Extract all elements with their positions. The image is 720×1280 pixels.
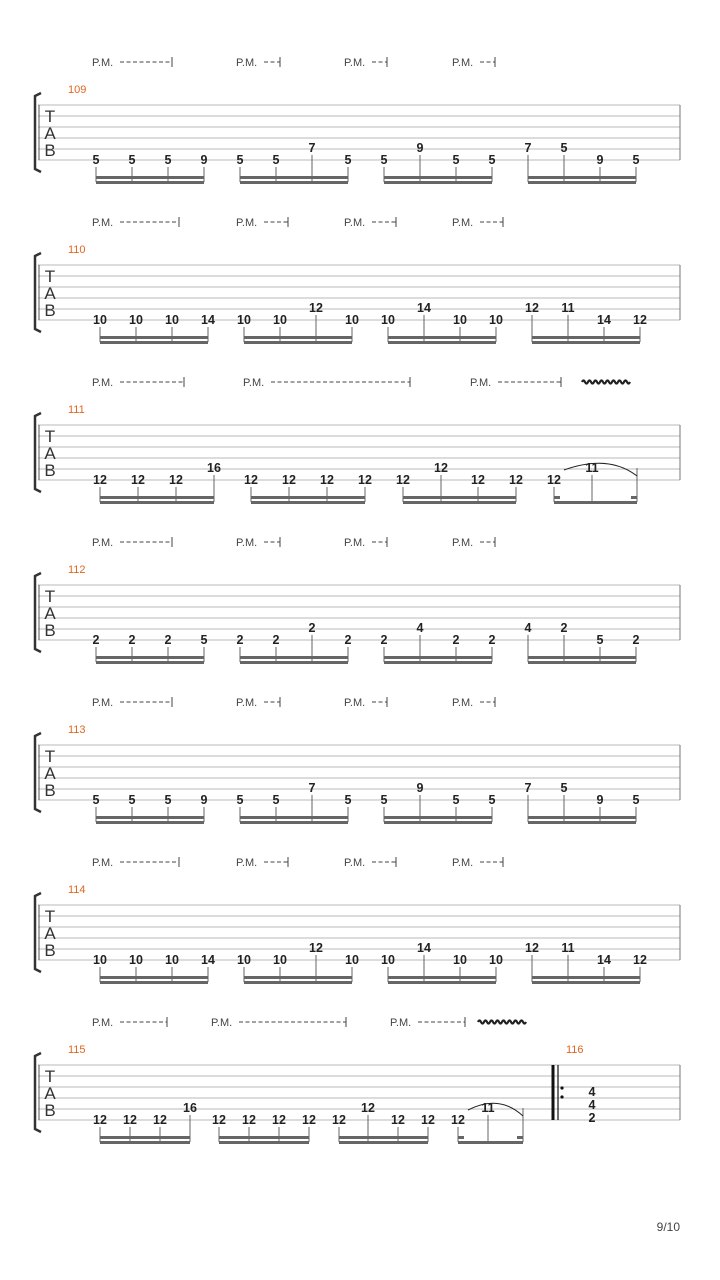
- note-beam: [532, 981, 640, 984]
- note-beam: [244, 981, 352, 984]
- fret-number: 10: [345, 953, 359, 967]
- palm-mute-label: P.M.: [452, 537, 474, 549]
- fret-number: 2: [488, 633, 496, 647]
- palm-mute-label: P.M.: [211, 1017, 233, 1029]
- fret-number: 12: [244, 473, 258, 487]
- fret-number: 12: [332, 1113, 346, 1127]
- fret-number: 10: [129, 953, 143, 967]
- tab-clef-letter: B: [44, 141, 56, 160]
- fret-number: 7: [308, 141, 316, 155]
- measure-number: 109: [68, 84, 87, 96]
- note-beam: [244, 341, 352, 344]
- note-beam: [384, 176, 492, 179]
- repeat-dot: [560, 1086, 563, 1089]
- fret-number: 12: [547, 473, 561, 487]
- note-beam: [384, 656, 492, 659]
- fret-number: 11: [561, 941, 575, 955]
- slur-arc: [564, 463, 637, 476]
- fret-number: 2: [344, 633, 352, 647]
- fret-number: 11: [561, 301, 575, 315]
- fret-number: 10: [273, 313, 287, 327]
- fret-number: 10: [453, 953, 467, 967]
- time-signature-digit: 4: [588, 1098, 596, 1112]
- beam-fragment: [517, 1136, 523, 1139]
- fret-number: 10: [273, 953, 287, 967]
- palm-mute-label: P.M.: [243, 377, 265, 389]
- measure-number: 110: [68, 244, 86, 256]
- fret-number: 12: [509, 473, 523, 487]
- fret-number: 4: [524, 621, 532, 635]
- fret-number: 5: [164, 793, 172, 807]
- note-beam: [384, 181, 492, 184]
- fret-number: 9: [200, 793, 208, 807]
- fret-number: 10: [129, 313, 143, 327]
- fret-number: 10: [165, 313, 179, 327]
- tab-clef-letter: A: [44, 444, 56, 463]
- fret-number: 12: [361, 1101, 375, 1115]
- fret-number: 5: [488, 793, 496, 807]
- fret-number: 12: [421, 1113, 435, 1127]
- tab-clef-letter: B: [44, 781, 56, 800]
- note-beam: [528, 821, 636, 824]
- fret-number: 5: [596, 633, 604, 647]
- tab-clef-letter: T: [44, 587, 56, 606]
- palm-mute-label: P.M.: [92, 377, 114, 389]
- tab-clef-letter: T: [44, 907, 56, 926]
- tab-clef-letter: B: [44, 1101, 56, 1120]
- tab-clef-letter: A: [44, 924, 56, 943]
- fret-number: 12: [212, 1113, 226, 1127]
- palm-mute-label: P.M.: [92, 537, 114, 549]
- fret-number: 12: [169, 473, 183, 487]
- fret-number: 10: [237, 953, 251, 967]
- fret-number: 12: [309, 301, 323, 315]
- beam-fragment: [631, 496, 637, 499]
- palm-mute-label: P.M.: [236, 857, 258, 869]
- fret-number: 10: [93, 313, 107, 327]
- fret-number: 5: [128, 793, 136, 807]
- note-beam: [219, 1141, 309, 1144]
- fret-number: 7: [524, 781, 532, 795]
- fret-number: 2: [452, 633, 460, 647]
- tab-clef-letter: A: [44, 764, 56, 783]
- palm-mute-label: P.M.: [452, 57, 474, 69]
- note-beam: [403, 496, 516, 499]
- note-beam: [244, 336, 352, 339]
- fret-number: 5: [344, 153, 352, 167]
- palm-mute-label: P.M.: [236, 537, 258, 549]
- fret-number: 2: [308, 621, 316, 635]
- fret-number: 12: [93, 473, 107, 487]
- fret-number: 12: [471, 473, 485, 487]
- fret-number: 10: [381, 313, 395, 327]
- fret-number: 12: [451, 1113, 465, 1127]
- measure-number: 115: [68, 1044, 86, 1056]
- note-beam: [528, 661, 636, 664]
- fret-number: 9: [596, 153, 604, 167]
- fret-number: 14: [201, 953, 215, 967]
- palm-mute-label: P.M.: [92, 697, 114, 709]
- palm-mute-label: P.M.: [344, 217, 366, 229]
- tab-clef-letter: A: [44, 284, 56, 303]
- fret-number: 14: [201, 313, 215, 327]
- slur-arc: [468, 1103, 523, 1116]
- note-beam: [240, 656, 348, 659]
- fret-number: 2: [380, 633, 388, 647]
- palm-mute-label: P.M.: [236, 217, 258, 229]
- fret-number: 9: [416, 141, 424, 155]
- fret-number: 5: [272, 153, 280, 167]
- fret-number: 12: [153, 1113, 167, 1127]
- fret-number: 5: [200, 633, 208, 647]
- fret-number: 12: [320, 473, 334, 487]
- palm-mute-label: P.M.: [236, 697, 258, 709]
- note-beam: [96, 821, 204, 824]
- fret-number: 5: [380, 153, 388, 167]
- note-beam: [528, 176, 636, 179]
- fret-number: 5: [92, 153, 100, 167]
- page-number: 9/10: [656, 1220, 680, 1234]
- note-beam: [528, 181, 636, 184]
- tab-clef-letter: T: [44, 107, 56, 126]
- fret-number: 2: [632, 633, 640, 647]
- note-beam: [100, 981, 208, 984]
- palm-mute-label: P.M.: [452, 217, 474, 229]
- fret-number: 5: [560, 781, 568, 795]
- tab-clef-letter: T: [44, 1067, 56, 1086]
- note-beam: [458, 1141, 523, 1144]
- fret-number: 5: [452, 793, 460, 807]
- fret-number: 10: [93, 953, 107, 967]
- fret-number: 2: [128, 633, 136, 647]
- vibrato-wavy-line: [478, 1021, 526, 1024]
- fret-number: 12: [633, 953, 647, 967]
- fret-number: 12: [131, 473, 145, 487]
- fret-number: 10: [345, 313, 359, 327]
- note-beam: [240, 821, 348, 824]
- note-beam: [388, 981, 496, 984]
- fret-number: 5: [560, 141, 568, 155]
- note-beam: [100, 1136, 190, 1139]
- fret-number: 14: [417, 941, 431, 955]
- tab-clef-letter: A: [44, 124, 56, 143]
- vibrato-wavy-line: [582, 381, 630, 384]
- note-beam: [528, 816, 636, 819]
- fret-number: 9: [596, 793, 604, 807]
- fret-number: 16: [183, 1101, 197, 1115]
- note-beam: [96, 176, 204, 179]
- note-beam: [240, 816, 348, 819]
- repeat-dot: [560, 1095, 563, 1098]
- fret-number: 12: [242, 1113, 256, 1127]
- fret-number: 10: [453, 313, 467, 327]
- fret-number: 5: [488, 153, 496, 167]
- fret-number: 12: [93, 1113, 107, 1127]
- fret-number: 12: [525, 301, 539, 315]
- tab-clef-letter: T: [44, 427, 56, 446]
- fret-number: 7: [524, 141, 532, 155]
- fret-number: 11: [585, 461, 599, 475]
- beam-fragment: [554, 496, 560, 499]
- tab-clef-letter: T: [44, 267, 56, 286]
- fret-number: 12: [633, 313, 647, 327]
- fret-number: 10: [165, 953, 179, 967]
- fret-number: 12: [525, 941, 539, 955]
- note-beam: [528, 656, 636, 659]
- fret-number: 10: [489, 313, 503, 327]
- note-beam: [244, 976, 352, 979]
- fret-number: 5: [632, 153, 640, 167]
- fret-number: 5: [92, 793, 100, 807]
- fret-number: 5: [380, 793, 388, 807]
- fret-number: 5: [236, 793, 244, 807]
- tab-clef-letter: A: [44, 1084, 56, 1103]
- fret-number: 5: [236, 153, 244, 167]
- note-beam: [532, 341, 640, 344]
- fret-number: 12: [123, 1113, 137, 1127]
- note-beam: [532, 336, 640, 339]
- note-beam: [100, 341, 208, 344]
- palm-mute-label: P.M.: [452, 857, 474, 869]
- note-beam: [96, 816, 204, 819]
- tab-clef-letter: B: [44, 461, 56, 480]
- note-beam: [339, 1136, 428, 1139]
- note-beam: [532, 976, 640, 979]
- note-beam: [251, 501, 365, 504]
- palm-mute-label: P.M.: [92, 217, 114, 229]
- measure-number: 114: [68, 884, 86, 896]
- fret-number: 5: [344, 793, 352, 807]
- note-beam: [240, 661, 348, 664]
- palm-mute-label: P.M.: [390, 1017, 412, 1029]
- fret-number: 2: [272, 633, 280, 647]
- note-beam: [100, 496, 214, 499]
- palm-mute-label: P.M.: [344, 697, 366, 709]
- note-beam: [96, 656, 204, 659]
- fret-number: 14: [597, 313, 611, 327]
- note-beam: [388, 976, 496, 979]
- fret-number: 12: [309, 941, 323, 955]
- fret-number: 2: [92, 633, 100, 647]
- fret-number: 12: [434, 461, 448, 475]
- note-beam: [339, 1141, 428, 1144]
- note-beam: [96, 661, 204, 664]
- palm-mute-label: P.M.: [236, 57, 258, 69]
- fret-number: 5: [164, 153, 172, 167]
- time-signature-digit: 4: [588, 1085, 596, 1099]
- fret-number: 5: [128, 153, 136, 167]
- fret-number: 4: [416, 621, 424, 635]
- palm-mute-label: P.M.: [470, 377, 492, 389]
- fret-number: 12: [391, 1113, 405, 1127]
- beam-fragment: [458, 1136, 464, 1139]
- fret-number: 2: [164, 633, 172, 647]
- measure-number: 113: [68, 724, 86, 736]
- note-beam: [100, 976, 208, 979]
- fret-number: 2: [560, 621, 568, 635]
- note-beam: [219, 1136, 309, 1139]
- palm-mute-label: P.M.: [92, 57, 114, 69]
- palm-mute-label: P.M.: [92, 1017, 114, 1029]
- note-beam: [384, 661, 492, 664]
- fret-number: 12: [358, 473, 372, 487]
- tab-clef-letter: B: [44, 941, 56, 960]
- note-beam: [388, 336, 496, 339]
- palm-mute-label: P.M.: [92, 857, 114, 869]
- fret-number: 16: [207, 461, 221, 475]
- measure-number-next: 116: [566, 1044, 584, 1056]
- fret-number: 10: [489, 953, 503, 967]
- palm-mute-label: P.M.: [344, 57, 366, 69]
- note-beam: [100, 336, 208, 339]
- palm-mute-label: P.M.: [344, 537, 366, 549]
- fret-number: 10: [237, 313, 251, 327]
- measure-number: 112: [68, 564, 86, 576]
- fret-number: 12: [272, 1113, 286, 1127]
- fret-number: 9: [416, 781, 424, 795]
- fret-number: 11: [481, 1101, 495, 1115]
- note-beam: [554, 501, 637, 504]
- note-beam: [240, 176, 348, 179]
- tab-clef-letter: B: [44, 621, 56, 640]
- palm-mute-label: P.M.: [452, 697, 474, 709]
- fret-number: 12: [396, 473, 410, 487]
- fret-number: 12: [302, 1113, 316, 1127]
- note-beam: [251, 496, 365, 499]
- fret-number: 14: [417, 301, 431, 315]
- note-beam: [240, 181, 348, 184]
- time-signature-digit: 2: [588, 1111, 596, 1125]
- measure-number: 111: [68, 404, 85, 416]
- fret-number: 12: [282, 473, 296, 487]
- note-beam: [384, 816, 492, 819]
- tab-clef-letter: A: [44, 604, 56, 623]
- note-beam: [403, 501, 516, 504]
- palm-mute-label: P.M.: [344, 857, 366, 869]
- fret-number: 5: [632, 793, 640, 807]
- fret-number: 9: [200, 153, 208, 167]
- tab-clef-letter: T: [44, 747, 56, 766]
- fret-number: 7: [308, 781, 316, 795]
- note-beam: [388, 341, 496, 344]
- note-beam: [100, 1141, 190, 1144]
- fret-number: 5: [452, 153, 460, 167]
- fret-number: 2: [236, 633, 244, 647]
- tab-clef-letter: B: [44, 301, 56, 320]
- fret-number: 5: [272, 793, 280, 807]
- note-beam: [96, 181, 204, 184]
- note-beam: [100, 501, 214, 504]
- fret-number: 10: [381, 953, 395, 967]
- fret-number: 14: [597, 953, 611, 967]
- note-beam: [384, 821, 492, 824]
